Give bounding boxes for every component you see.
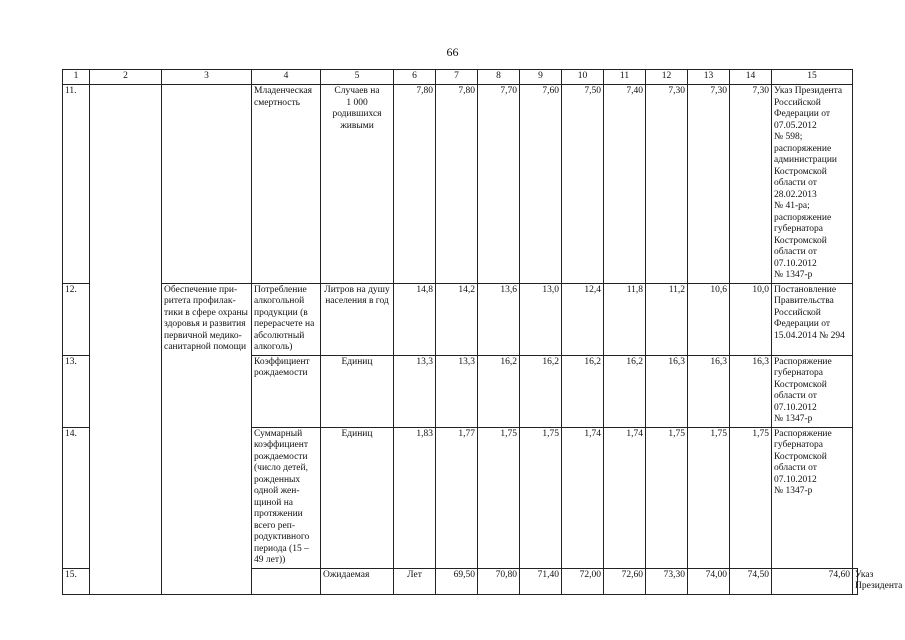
row-number: 14. xyxy=(63,427,90,568)
table-row xyxy=(63,283,858,355)
header-cell: 14 xyxy=(730,70,772,85)
value-cell: 71,40 xyxy=(520,568,562,594)
value-cell: 7,30 xyxy=(688,85,730,284)
value-cell: 72,60 xyxy=(604,568,646,594)
value-cell: 16,2 xyxy=(478,355,520,427)
value-cell: 11,2 xyxy=(646,283,688,355)
value-cell: 7,80 xyxy=(436,85,478,284)
value-cell: 74,00 xyxy=(688,568,730,594)
legal-basis-cell: Постановление Правительства Российской Федерации от 15.04.2014 № 294 xyxy=(772,283,853,355)
value-cell: 7,80 xyxy=(394,85,436,284)
value-cell: 7,50 xyxy=(562,85,604,284)
value-cell: 72,00 xyxy=(562,568,604,594)
value-cell: 69,50 xyxy=(436,568,478,594)
indicators-table xyxy=(62,69,903,595)
row-number: 11. xyxy=(63,85,90,284)
column-3-cell xyxy=(162,85,252,284)
value-cell: 7,40 xyxy=(604,85,646,284)
table-row xyxy=(63,85,858,284)
legal-basis-cell: Распоряжение губернатора Костромской области от 07.10.2012 № 1347-р xyxy=(772,355,853,427)
unit-cell: Случаев на 1 000 родившихся живыми xyxy=(321,85,394,284)
value-cell: 13,6 xyxy=(478,283,520,355)
row-number: 12. xyxy=(63,283,90,355)
column-3-cell: Обеспечение при- ритета профилак- тики в сфере охраны здоровья и развития первичной медико- санитарной помощи xyxy=(162,283,252,594)
legal-basis-cell: Указ Президента Российской Федерации от 07.05.2012 № 598; распоряжение администрации Костромской области от 28.02.2013 № 41-ра; распоряжение губернатора Костромской области от 07.10.2012 № 1347-р xyxy=(772,85,853,284)
header-cell: 4 xyxy=(252,70,321,85)
header-cell: 6 xyxy=(394,70,436,85)
header-cell: 3 xyxy=(162,70,252,85)
value-cell: 1,75 xyxy=(730,427,772,568)
unit-cell: Литров на душу населения в год xyxy=(321,283,394,355)
value-cell: 1,75 xyxy=(688,427,730,568)
header-cell: 15 xyxy=(772,70,853,85)
page-number: 66 xyxy=(446,45,459,59)
value-cell: 1,74 xyxy=(562,427,604,568)
value-cell: 16,3 xyxy=(688,355,730,427)
value-cell: 7,60 xyxy=(520,85,562,284)
unit-cell: Лет xyxy=(394,568,436,594)
value-cell: 16,2 xyxy=(562,355,604,427)
header-row xyxy=(63,70,858,85)
header-cell: 1 xyxy=(63,70,90,85)
header-cell: 2 xyxy=(90,70,162,85)
value-cell: 1,75 xyxy=(646,427,688,568)
indicator-name: Суммарный коэффициент рождаемости (число детей, рожденных одной жен- щиной на протяжении всего реп- родуктивного периода (15 – 49 лет)) xyxy=(252,427,321,568)
value-cell: 7,30 xyxy=(730,85,772,284)
value-cell: 70,80 xyxy=(478,568,520,594)
value-cell: 10,0 xyxy=(730,283,772,355)
value-cell: 1,77 xyxy=(436,427,478,568)
unit-cell: Единиц xyxy=(321,355,394,427)
value-cell: 1,75 xyxy=(478,427,520,568)
row-number: 13. xyxy=(63,355,90,427)
header-cell: 12 xyxy=(646,70,688,85)
header-cell: 8 xyxy=(478,70,520,85)
indicator-name: Младенческая смертность xyxy=(252,85,321,284)
header-cell: 9 xyxy=(520,70,562,85)
indicator-name: Потребление алкогольной продукции (в перерасчете на абсолютный алкоголь) xyxy=(252,283,321,355)
indicator-name: Ожидаемая xyxy=(321,568,394,594)
header-cell: 5 xyxy=(321,70,394,85)
value-cell: 16,2 xyxy=(520,355,562,427)
indicator-name: Коэффициент рождаемости xyxy=(252,355,321,427)
legal-basis-cell: Распоряжение губернатора Костромской области от 07.10.2012 № 1347-р xyxy=(772,427,853,568)
row-number: 15. xyxy=(63,568,90,594)
value-cell: 14,8 xyxy=(394,283,436,355)
unit-cell: Единиц xyxy=(321,427,394,568)
value-cell: 13,3 xyxy=(436,355,478,427)
header-cell: 7 xyxy=(436,70,478,85)
value-cell: 14,2 xyxy=(436,283,478,355)
value-cell: 73,30 xyxy=(646,568,688,594)
column-3-cell xyxy=(252,568,321,594)
value-cell: 7,70 xyxy=(478,85,520,284)
legal-basis-cell: Указ Президента xyxy=(853,568,858,594)
value-cell: 1,75 xyxy=(520,427,562,568)
column-2-cell xyxy=(90,85,162,595)
value-cell: 11,8 xyxy=(604,283,646,355)
value-cell: 7,30 xyxy=(646,85,688,284)
value-cell: 12,4 xyxy=(562,283,604,355)
value-cell: 74,50 xyxy=(730,568,772,594)
header-cell: 10 xyxy=(562,70,604,85)
value-cell: 74,60 xyxy=(772,568,853,594)
header-cell: 11 xyxy=(604,70,646,85)
value-cell: 13,3 xyxy=(394,355,436,427)
value-cell: 13,0 xyxy=(520,283,562,355)
value-cell: 16,2 xyxy=(604,355,646,427)
value-cell: 10,6 xyxy=(688,283,730,355)
header-cell: 13 xyxy=(688,70,730,85)
value-cell: 16,3 xyxy=(730,355,772,427)
value-cell: 1,83 xyxy=(394,427,436,568)
value-cell: 1,74 xyxy=(604,427,646,568)
value-cell: 16,3 xyxy=(646,355,688,427)
